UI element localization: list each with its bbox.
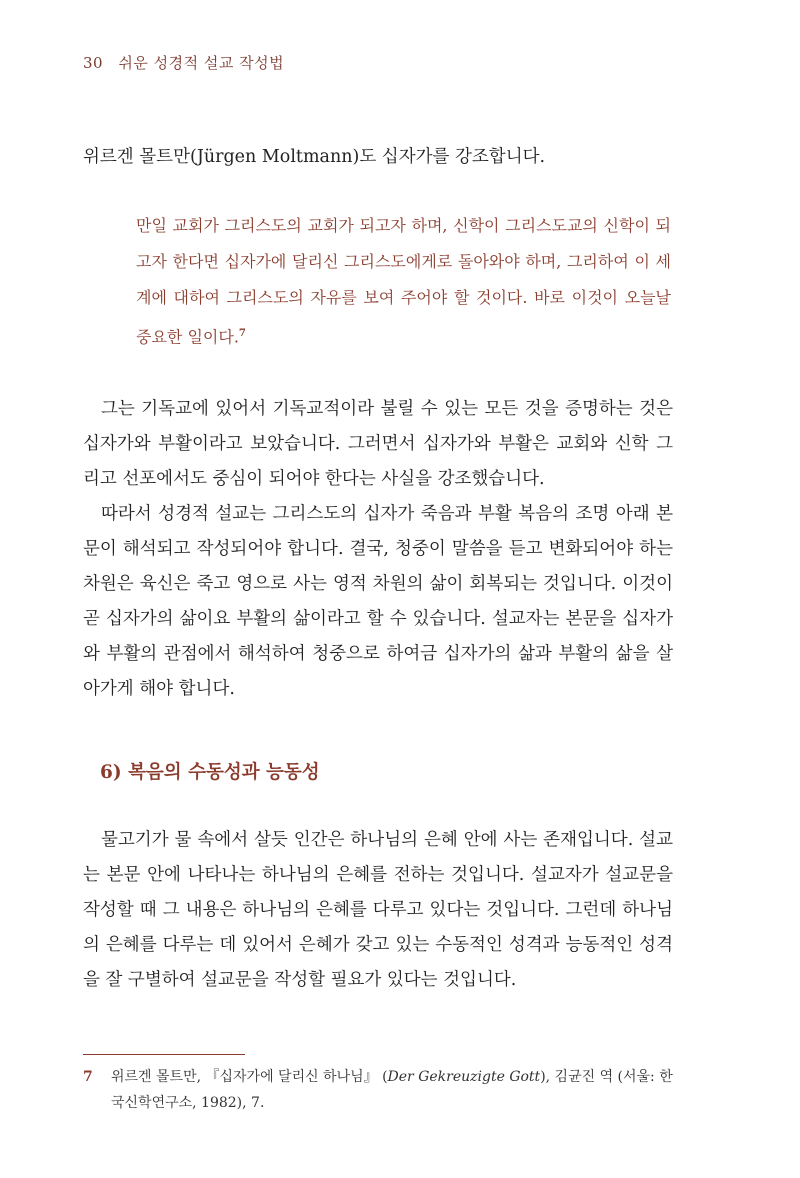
- section-paragraph: 물고기가 물 속에서 살듯 인간은 하나님의 은혜 안에 사는 존재입니다. 설교는 본문 안에 나타나는 하나님의 은혜를 전하는 것입니다. 설교자가 설교문을 작성할 때 그 내용은 하나님의 은혜를 다루고 있다는 것입니다. 그런데 하나님의 은혜를 다루는 데 있어서 은혜가 갖고 있는 수동적인 성격과 능동적인 성격을 잘 구별하여 설교문을 작성할 필요가 있다는 것입니다.: [83, 830, 673, 990]
- book-title: 쉬운 성경적 설교 작성법: [118, 54, 285, 72]
- footnote-number: 7: [83, 1069, 93, 1085]
- quote-text: 만일 교회가 그리스도의 교회가 되고자 하며, 신학이 그리스도교의 신학이 되고자 한다면 십자가에 달리신 그리스도에게로 돌아와야 하며, 그리하여 이 세계에 대하여 그리스도의 자유를 보여 주어야 할 것이다. 바로 이것이 오늘날 중요한 일이다.: [136, 216, 671, 347]
- footnote-original-title: Der Gekreuzigte Gott: [387, 1069, 541, 1085]
- running-head: [83, 52, 284, 73]
- paragraph-2: 따라서 성경적 설교는 그리스도의 십자가 죽음과 부활 복음의 조명 아래 본문이 해석되고 작성되어야 합니다. 결국, 청중이 말씀을 듣고 변화되어야 하는 차원은 육신은 죽고 영으로 사는 영적 차원의 삶이 회복되는 것입니다. 이것이 곧 십자가의 삶이요 부활의 삶이라고 할 수 있습니다. 설교자는 본문을 십자가와 부활의 관점에서 해석하여 청중으로 하여금 십자가의 삶과 부활의 삶을 살아가게 해야 합니다.: [83, 504, 673, 699]
- intro-sentence: 위르겐 몰트만(Jürgen Moltmann)도 십자가를 강조합니다.: [83, 147, 546, 167]
- section-heading: 6) 복음의 수동성과 능동성: [100, 762, 320, 783]
- page-number: 30: [83, 54, 104, 72]
- paragraph-1: 그는 기독교에 있어서 기독교적이라 불릴 수 있는 모든 것을 증명하는 것은 십자가와 부활이라고 보았습니다. 그러면서 십자가와 부활은 교회와 신학 그리고 선포에서도 중심이 되어야 한다는 사실을 강조했습니다.: [83, 399, 673, 489]
- block-quote: [136, 208, 671, 355]
- footnote: [83, 1064, 673, 1116]
- footnote-line2: 국신학연구소, 1982), 7.: [111, 1095, 265, 1111]
- footnote-line1-a: 위르겐 몰트만, 『십자가에 달리신 하나님』 (: [111, 1069, 388, 1085]
- footnote-divider: [83, 1054, 245, 1055]
- footnote-ref: 7: [238, 328, 246, 339]
- footnote-line1-b: ), 김균진 역 (서울: 한: [540, 1069, 673, 1085]
